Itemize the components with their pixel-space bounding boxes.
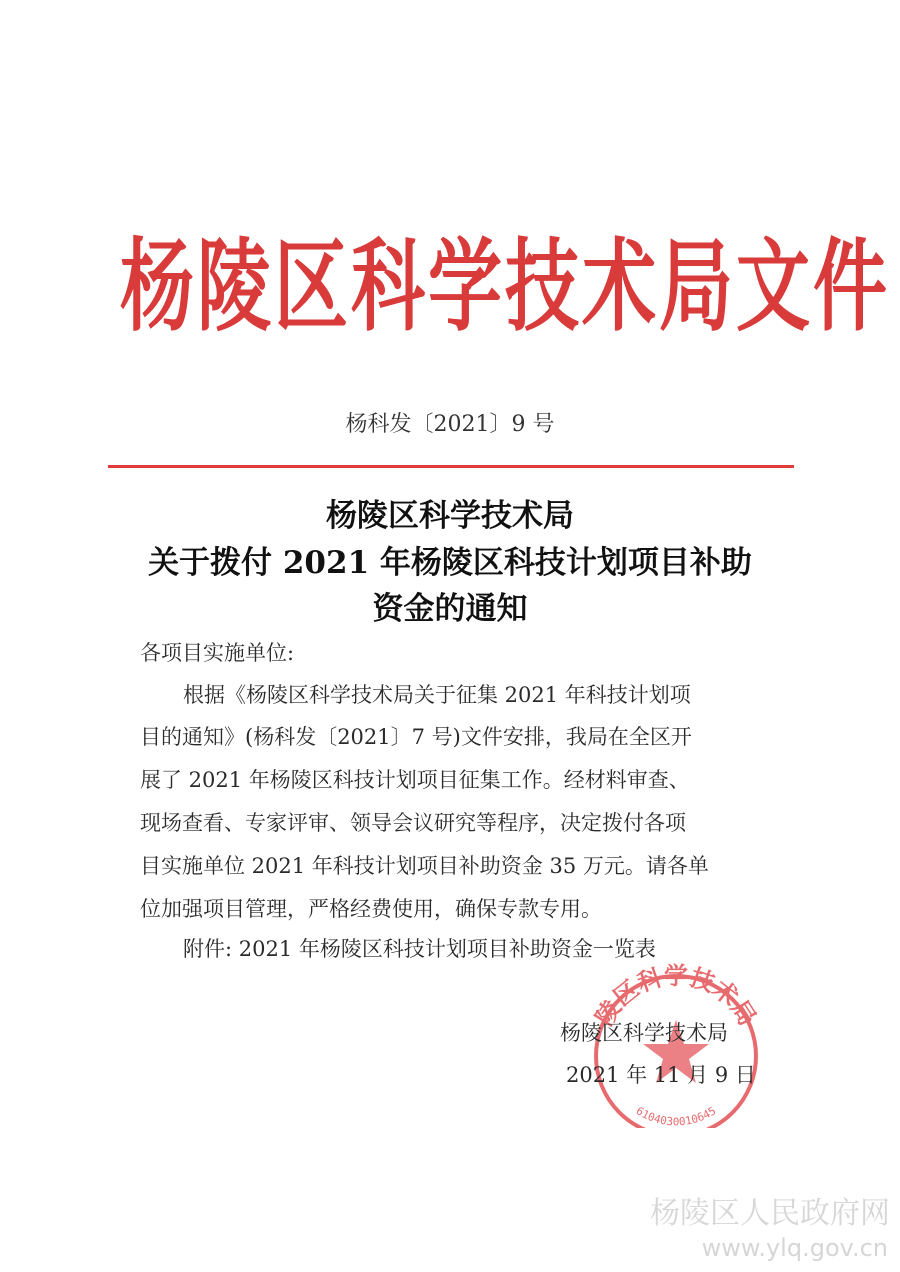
signing-authority: 杨陵区科学技术局 [560, 1021, 728, 1045]
body-line: 位加强项目管理，严格经费使用，确保专款专用。 [140, 897, 602, 921]
title-line-3: 资金的通知 [372, 591, 528, 627]
signing-date: 2021 年 11 月 9 日 [566, 1063, 756, 1087]
seal-serial-number: 6104030010645 [633, 1104, 719, 1128]
seal-arc-text: 陵区科学技术局 [590, 962, 762, 1031]
body-line: 展了 2021 年杨陵区科技计划项目征集工作。经材料审查、 [140, 768, 690, 792]
salutation: 各项目实施单位: [140, 641, 295, 665]
watermark-url: www.ylq.gov.cn [701, 1234, 888, 1262]
svg-text:6104030010645 [634, 1104, 719, 1128]
document-masthead: 杨陵区科学技术局文件 [120, 228, 890, 346]
watermark-site-name: 杨陵区人民政府网 [650, 1196, 890, 1231]
title-line-2: 关于拨付 2021 年杨陵区科技计划项目补助 [148, 545, 752, 581]
red-divider-rule [108, 465, 794, 468]
title-line-1: 杨陵区科学技术局 [326, 498, 574, 534]
body-line: 现场查看、专家评审、领导会议研究等程序，决定拨付各项 [140, 811, 686, 835]
body-line: 目的通知》(杨科发〔2021〕7 号)文件安排，我局在全区开 [140, 725, 692, 749]
document-number: 杨科发〔2021〕9 号 [345, 412, 555, 437]
body-line: 目实施单位 2021 年科技计划项目补助资金 35 万元。请各单 [140, 854, 709, 878]
attachment-line: 附件: 2021 年杨陵区科技计划项目补助资金一览表 [183, 937, 656, 961]
body-line: 根据《杨陵区科学技术局关于征集 2021 年科技计划项 [183, 683, 691, 707]
